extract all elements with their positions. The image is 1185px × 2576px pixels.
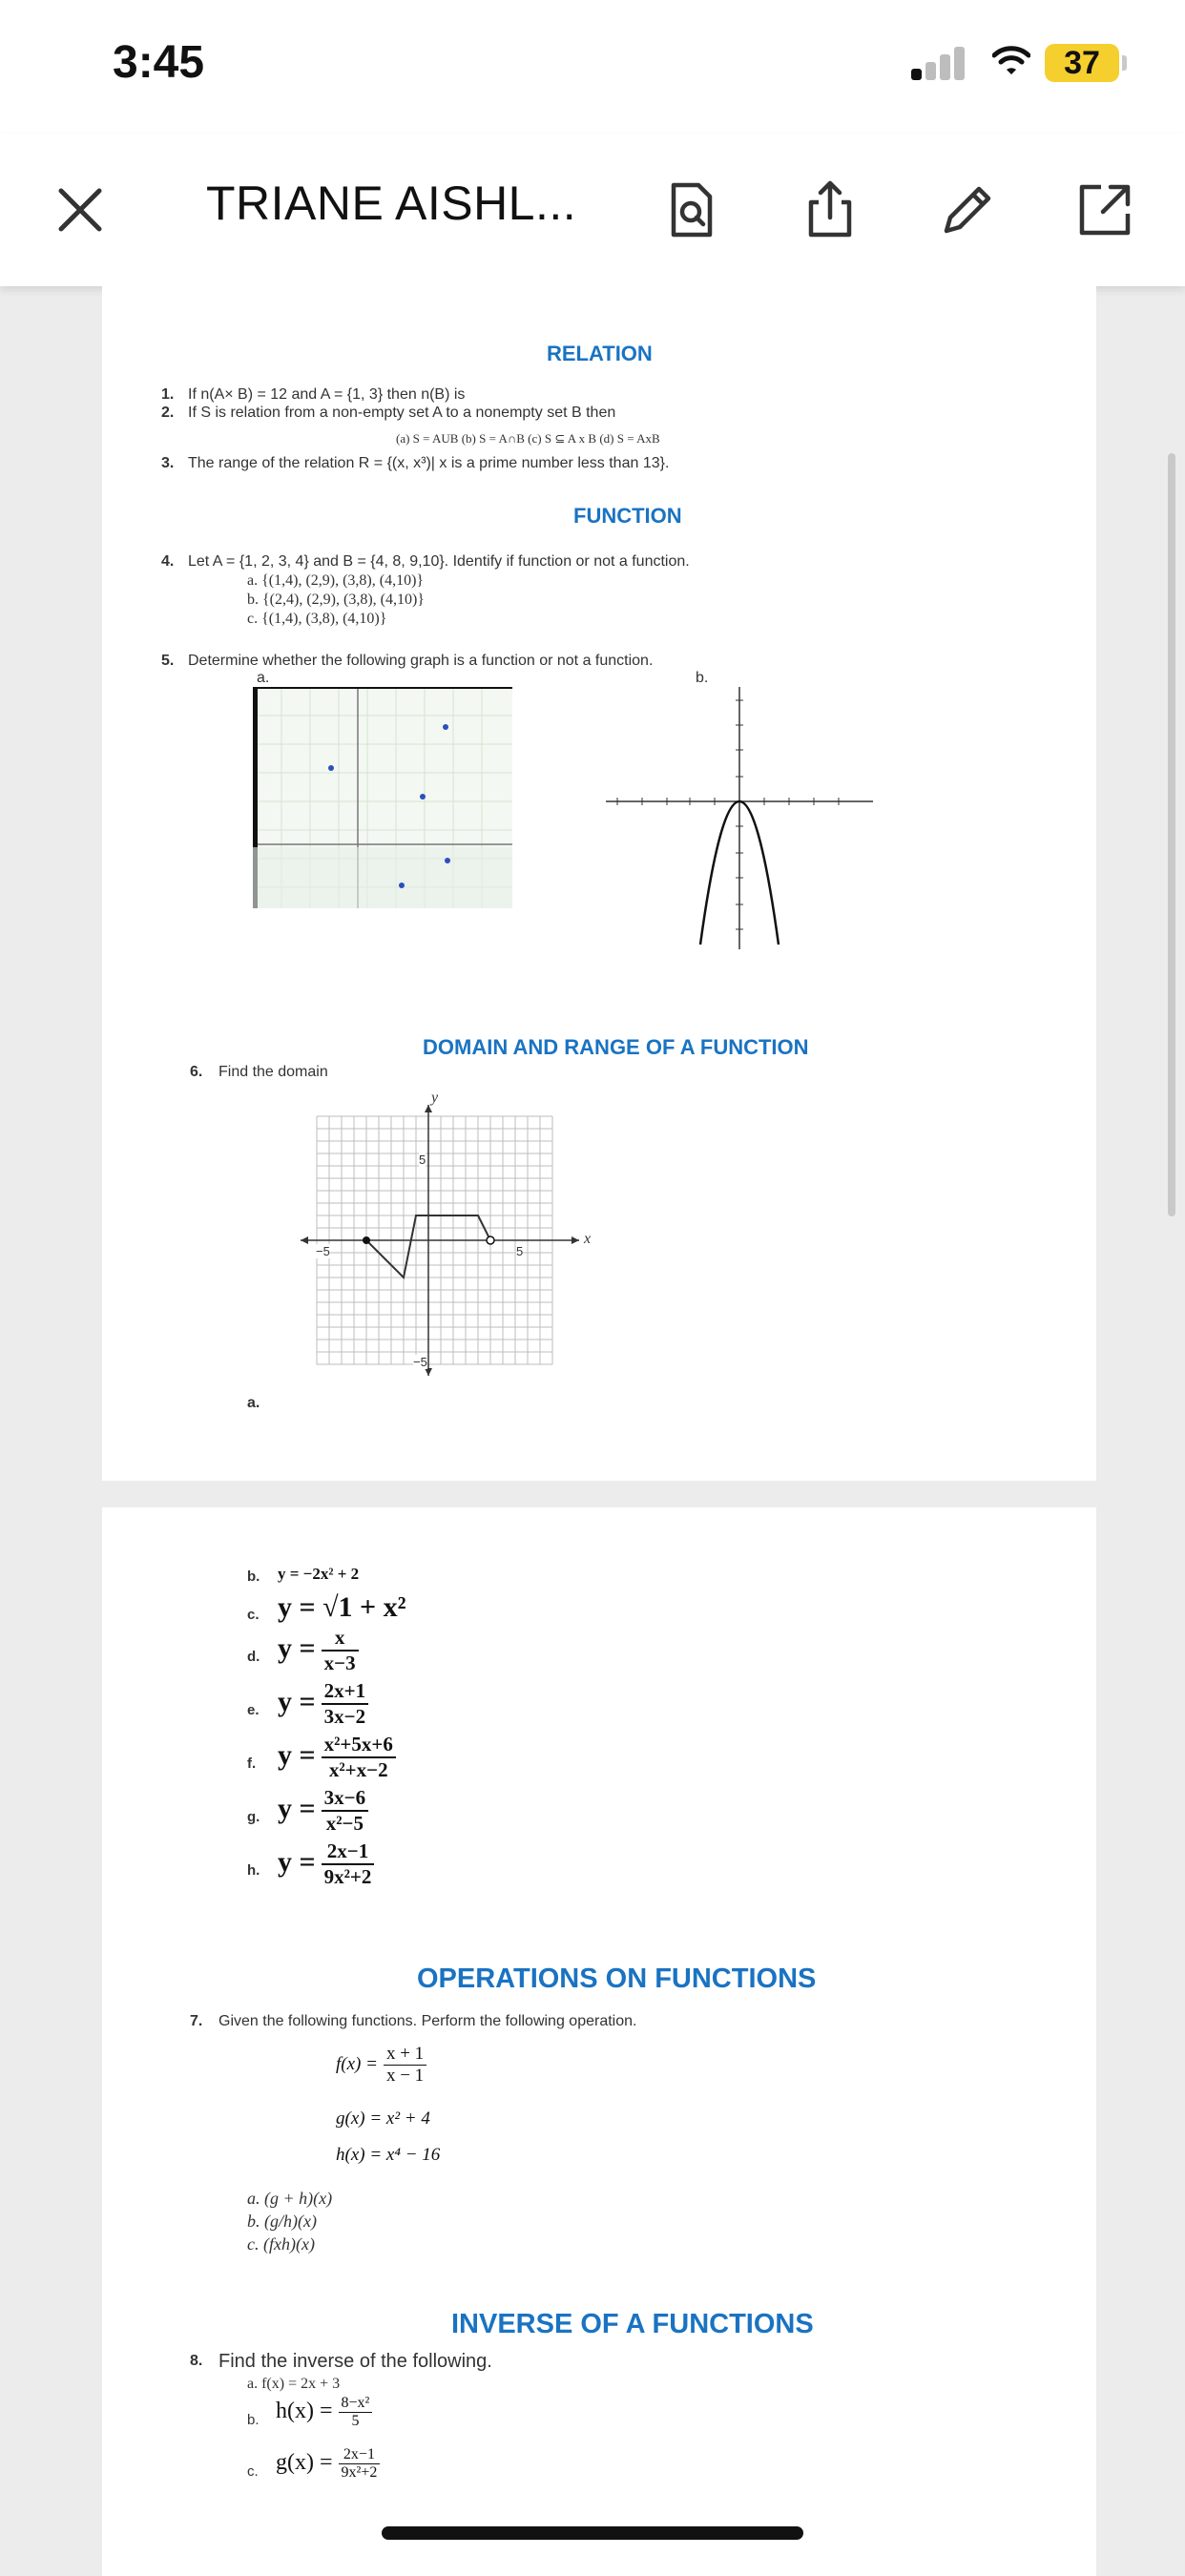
- q6-number: 6.: [190, 1064, 203, 1080]
- heading-operations: OPERATIONS ON FUNCTIONS: [417, 1963, 817, 1994]
- eq-lhs: y =: [278, 1631, 316, 1664]
- q4-text: Let A = {1, 2, 3, 4} and B = {4, 8, 9,10}. Identify if function or not a function.: [188, 553, 690, 570]
- heading-relation: RELATION: [547, 342, 653, 365]
- q8-text: Find the inverse of the following.: [218, 2351, 492, 2372]
- eq-lhs: y =: [278, 1685, 316, 1717]
- graph-tick-x5: 5: [516, 1244, 524, 1258]
- graph-tick-xneg5: −5: [316, 1244, 330, 1258]
- heading-function: FUNCTION: [573, 504, 682, 528]
- q6-text: Find the domain: [218, 1064, 328, 1080]
- eq-lhs: g(x) =: [276, 2450, 333, 2476]
- graph-y-label: y: [431, 1090, 439, 1106]
- q7-option-b: b. (g/h)(x): [247, 2212, 317, 2231]
- eq-denominator: x−3: [323, 1652, 356, 1674]
- q3-text: The range of the relation R = {(x, x³)| x is a prime number less than 13}.: [188, 455, 670, 471]
- q6-equation-e: [278, 1679, 368, 1729]
- status-bar: [0, 0, 1185, 134]
- wifi-icon: [992, 44, 1030, 76]
- q6-equation-h: [278, 1839, 374, 1889]
- q6-label-b: b.: [247, 1568, 260, 1585]
- eq-denominator: x − 1: [385, 2066, 425, 2086]
- q4-number: 4.: [161, 553, 175, 570]
- q1-number: 1.: [161, 386, 175, 403]
- q3-number: 3.: [161, 455, 175, 471]
- q5-text: Determine whether the following graph is a function or not a function.: [188, 653, 654, 669]
- graph-tick-y5: 5: [419, 1153, 426, 1167]
- eq-denominator: 9x²+2: [323, 1865, 372, 1888]
- eq-lhs: y =: [278, 1738, 316, 1771]
- graph-a-scatter: [253, 687, 512, 908]
- eq-lhs: y =: [278, 1792, 316, 1824]
- q6-label-g: g.: [247, 1809, 260, 1825]
- q6-label-c: c.: [247, 1607, 260, 1623]
- document-title[interactable]: TRIANE AISHL...: [206, 177, 577, 230]
- inverse-equation-c: [276, 2446, 380, 2482]
- eq-denominator: 9x²+2: [341, 2464, 378, 2481]
- q5-number: 5.: [161, 653, 175, 669]
- eq-numerator: 8−x²: [339, 2395, 373, 2413]
- eq-numerator: 2x−1: [322, 1839, 375, 1865]
- function-h: h(x) = x⁴ − 16: [336, 2145, 441, 2165]
- q7-option-a: a. (g + h)(x): [247, 2189, 333, 2208]
- close-icon[interactable]: [50, 179, 111, 240]
- eq-denominator: x²−5: [325, 1812, 364, 1835]
- function-f: [336, 2044, 426, 2087]
- home-indicator[interactable]: [382, 2526, 803, 2540]
- inverse-equation-b: [276, 2395, 372, 2430]
- battery-icon: 37: [1045, 44, 1119, 82]
- battery-tip: [1122, 55, 1127, 71]
- q6-label-a: a.: [247, 1395, 260, 1411]
- q6-equation-g: [278, 1786, 368, 1836]
- q6-label-d: d.: [247, 1649, 260, 1665]
- eq-denominator: 5: [351, 2413, 360, 2429]
- document-page-1: [102, 286, 1096, 1481]
- eq-numerator: x: [322, 1626, 359, 1652]
- q5-label-b: b.: [696, 670, 709, 686]
- eq-numerator: x + 1: [384, 2044, 426, 2066]
- graph-x-label: x: [584, 1231, 592, 1247]
- q6-equation-d: [278, 1626, 359, 1675]
- q8-number: 8.: [190, 2353, 203, 2369]
- eq-numerator: 2x−1: [339, 2446, 381, 2464]
- q6-label-e: e.: [247, 1702, 260, 1718]
- graph-tick-yneg5: −5: [413, 1355, 427, 1369]
- q7-text: Given the following functions. Perform the following operation.: [218, 2013, 637, 2029]
- q7-option-c: c. (fxh)(x): [247, 2234, 315, 2254]
- q2-options: (a) S = AUB (b) S = A∩B (c) S ⊆ A x B (d) S = AxB: [396, 431, 660, 446]
- heading-domain-range: DOMAIN AND RANGE OF A FUNCTION: [423, 1035, 809, 1059]
- q1-text: If n(A× B) = 12 and A = {1, 3} then n(B) is: [188, 386, 466, 403]
- heading-inverse: INVERSE OF A FUNCTIONS: [451, 2309, 814, 2339]
- document-page-2: [102, 1507, 1096, 2576]
- function-g: g(x) = x² + 4: [336, 2109, 430, 2129]
- q6-label-h: h.: [247, 1862, 260, 1879]
- q6-equation-b: y = −2x² + 2: [278, 1565, 360, 1583]
- open-external-icon[interactable]: [1074, 179, 1135, 240]
- q4-option-b: b. {(2,4), (2,9), (3,8), (4,10)}: [247, 592, 425, 608]
- eq-numerator: 3x−6: [322, 1786, 368, 1812]
- eq-denominator: 3x−2: [323, 1705, 366, 1728]
- q7-number: 7.: [190, 2013, 203, 2029]
- eq-numerator: x²+5x+6: [322, 1733, 396, 1758]
- status-time: 3:45: [113, 37, 205, 88]
- inverse-label-c: c.: [247, 2463, 259, 2480]
- eq-lhs: f(x) =: [336, 2053, 378, 2074]
- signal-icon: [911, 46, 965, 80]
- eq-lhs: y =: [278, 1845, 316, 1878]
- eq-lhs: h(x) =: [276, 2399, 333, 2424]
- inverse-label-b: b.: [247, 2412, 260, 2428]
- inverse-option-a: a. f(x) = 2x + 3: [247, 2376, 341, 2392]
- share-icon[interactable]: [800, 179, 861, 240]
- graph-b-parabola: [606, 687, 873, 954]
- document-toolbar: [0, 134, 1185, 286]
- q6-equation-c: y = √1 + x²: [278, 1591, 406, 1623]
- scrollbar[interactable]: [1168, 453, 1175, 1216]
- q6-equation-f: [278, 1733, 396, 1782]
- q6-label-f: f.: [247, 1755, 257, 1772]
- q4-option-a: a. {(1,4), (2,9), (3,8), (4,10)}: [247, 572, 425, 589]
- eq-denominator: x²+x−2: [328, 1758, 388, 1781]
- q4-option-c: c. {(1,4), (3,8), (4,10)}: [247, 611, 387, 627]
- eq-numerator: 2x+1: [322, 1679, 368, 1705]
- edit-pencil-icon[interactable]: [937, 179, 998, 240]
- search-document-icon[interactable]: [660, 179, 721, 240]
- q2-text: If S is relation from a non-empty set A to a nonempty set B then: [188, 405, 616, 421]
- q2-number: 2.: [161, 405, 175, 421]
- graph-q6-piecewise: [293, 1088, 608, 1393]
- q5-label-a: a.: [257, 670, 270, 686]
